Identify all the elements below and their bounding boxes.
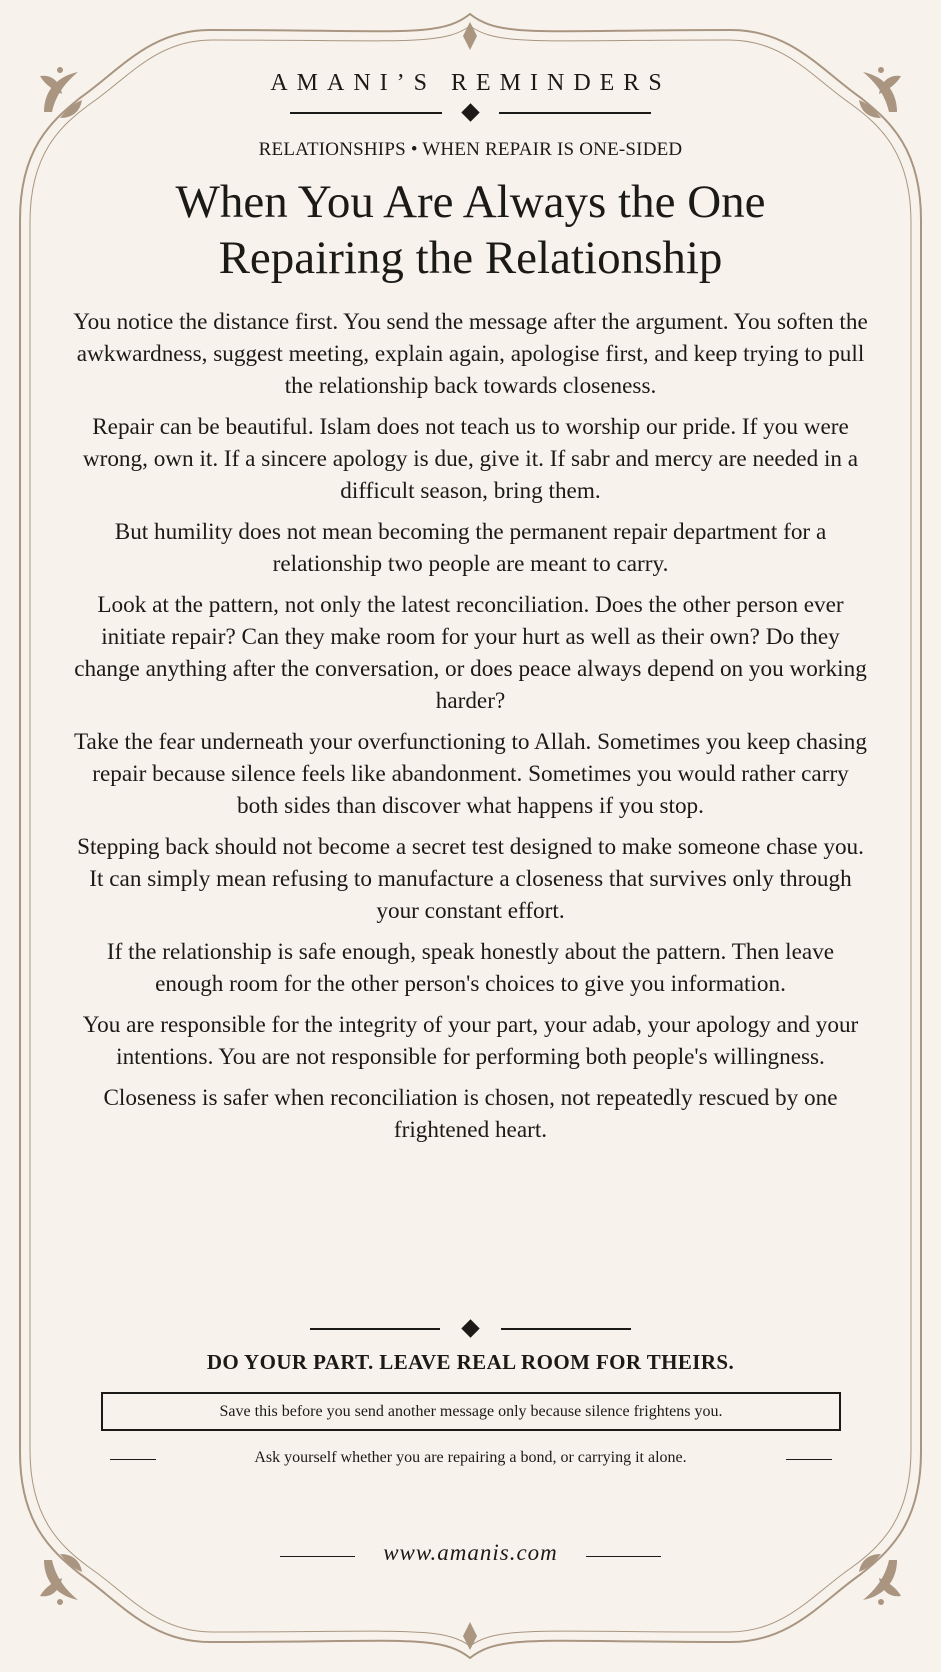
title-line: When You Are Always the One bbox=[175, 176, 766, 228]
paragraph: Repair can be beautiful. Islam does not teach us to worship our pride. If you were wrong, own it. If a sincere apology is due, give it. If sabr and mercy are needed in a difficult season, bring them. bbox=[82, 414, 859, 504]
divider-right bbox=[786, 1459, 832, 1460]
paragraph: You notice the distance first. You send the message after the argument. You soften the awkwardness, suggest meeting, explain again, apologise first, and keep trying to pull the relationship back towards closeness. bbox=[73, 309, 868, 399]
paragraph: Stepping back should not become a secret test designed to make someone chase you. It can simply mean refusing to manufacture a closeness that survives only through your constant effort. bbox=[77, 834, 864, 924]
closing-headline: DO YOUR PART. LEAVE REAL ROOM FOR THEIRS. bbox=[206, 1350, 735, 1374]
article-body bbox=[72, 306, 869, 1155]
divider-right bbox=[499, 112, 651, 114]
paragraph: If the relationship is safe enough, speak honestly about the pattern. Then leave enough room for the other person's choices to give you information. bbox=[106, 939, 835, 997]
divider-right bbox=[586, 1556, 661, 1557]
paragraph: But humility does not mean becoming the permanent repair department for a relationship two people are meant to carry. bbox=[114, 519, 827, 577]
divider-right bbox=[501, 1328, 631, 1330]
divider-left bbox=[290, 112, 442, 114]
paragraph: Closeness is safer when reconciliation is chosen, not repeatedly rescued by one frightened heart. bbox=[103, 1085, 838, 1143]
paragraph: Take the fear underneath your overfunctioning to Allah. Sometimes you keep chasing repair because silence feels like abandonment. Sometimes you would rather carry both sides than discover what happens if you stop. bbox=[74, 729, 867, 819]
page-title bbox=[0, 174, 941, 286]
brand-name: AMANI’S REMINDERS bbox=[270, 70, 671, 96]
paragraph: Look at the pattern, not only the latest reconciliation. Does the other person ever initiate repair? Can they make room for your hurt as well as their own? Do they change anything after the conversation, or does peace always depend on you working harder? bbox=[74, 592, 867, 714]
divider-left bbox=[310, 1328, 440, 1330]
reflection-prompt: Ask yourself whether you are repairing a bond, or carrying it alone. bbox=[254, 1449, 687, 1466]
paragraph: You are responsible for the integrity of your part, your adab, your apology and your intentions. You are not responsible for performing both people's willingness. bbox=[82, 1012, 859, 1070]
title-line: Repairing the Relationship bbox=[218, 232, 723, 284]
category-kicker: RELATIONSHIPS • WHEN REPAIR IS ONE-SIDED bbox=[258, 139, 683, 160]
save-note-box: Save this before you send another message only because silence frightens you. bbox=[101, 1392, 841, 1431]
website-link[interactable]: www.amanis.com bbox=[383, 1540, 558, 1565]
